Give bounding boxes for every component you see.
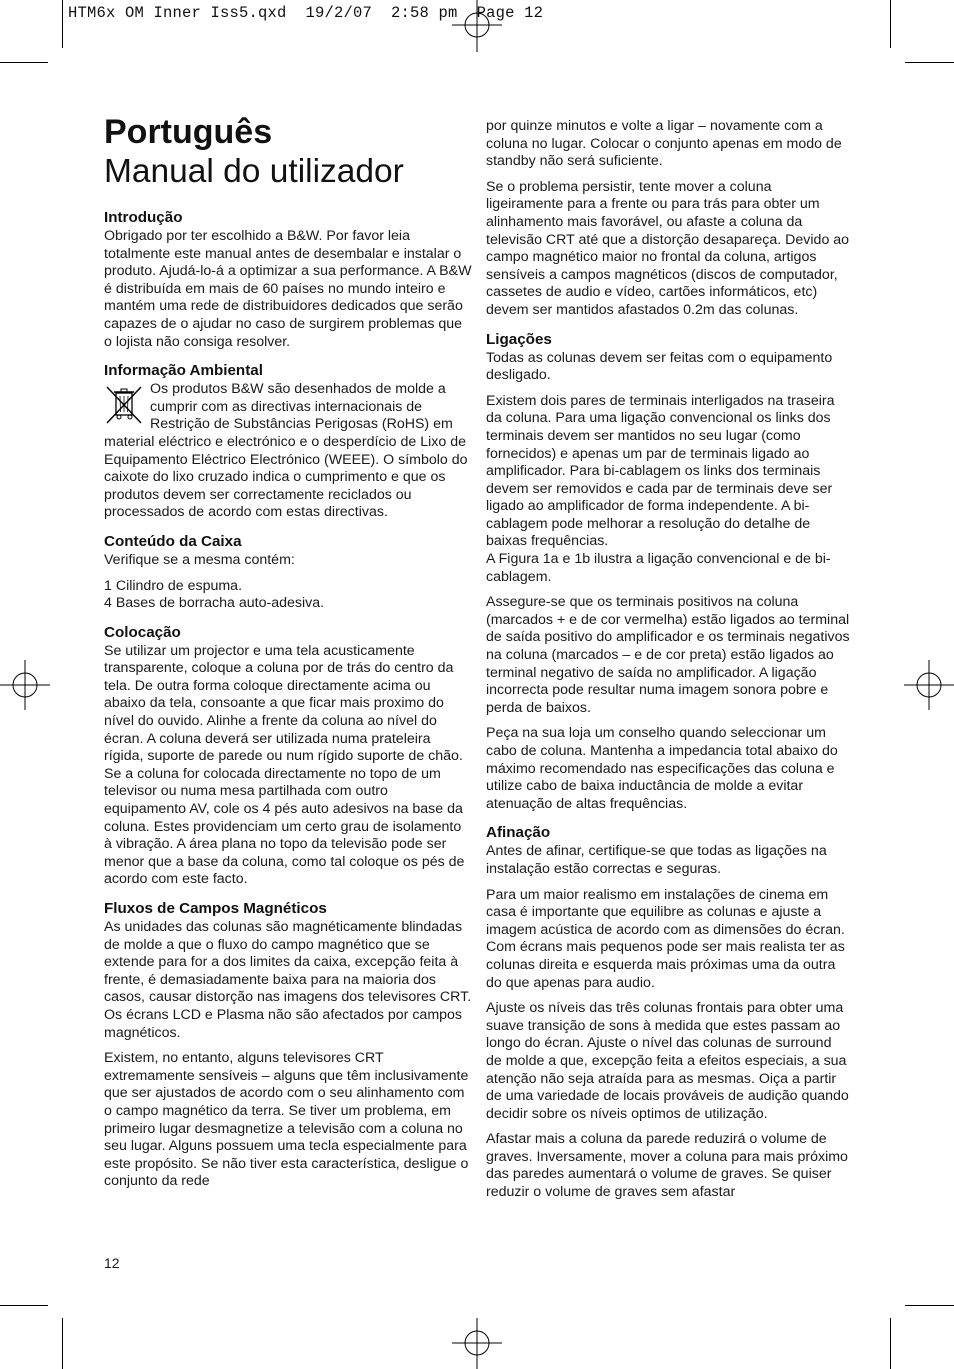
section-heading: Ligações bbox=[486, 330, 552, 348]
section-introducao bbox=[104, 208, 472, 351]
right-column bbox=[486, 118, 850, 1212]
paragraph: Existem, no entanto, alguns televisores CRT extremamente sensíveis – alguns que têm inclusivamente que ser ajustados de acordo com o seu alinhamento com o campo magnético da terra. Se tiver um problema, em primeiro lugar desmagnetize a televisão com a coluna no seu lugar. Alguns possuem uma tecla especialmente para este propósito. Se não tiver esta característica, desligue o conjunto da rede bbox=[104, 1050, 469, 1190]
section-heading: Fluxos de Campos Magnéticos bbox=[104, 900, 327, 917]
paragraph: por quinze minutos e volte a ligar – novamente com a coluna no lugar. Colocar o conjunto apenas em modo de standby não será suficiente. bbox=[486, 118, 842, 170]
paragraph: Existem dois pares de terminais interligados na traseira da coluna. Para uma ligação convencional os links dos terminais devem ser mantidos no seu lugar (como fornecidos) e apenas um par de terminais ligado ao amplificador. Para bi-cablagem os links dos terminais devem ser removidos e cada par de terminais deve ser ligado ao amplificador de forma independente. A bi-cablagem pode melhorar a resolução do detalhe de baixas frequências. bbox=[486, 392, 835, 550]
page-number: 12 bbox=[104, 1255, 120, 1271]
section-colocacao bbox=[104, 623, 472, 889]
crop-mark bbox=[62, 1318, 63, 1369]
crop-mark bbox=[905, 62, 954, 63]
crossed-out-wheelie-bin-icon bbox=[104, 383, 144, 427]
list-item: 1 Cilindro de espuma. bbox=[104, 577, 243, 594]
crop-mark bbox=[890, 0, 891, 48]
section-heading: Colocação bbox=[104, 623, 181, 641]
paragraph: Peça na sua loja um conselho quando seleccionar um cabo de coluna. Mantenha a impedancia total abaixo do máximo recomendado nas especificações das coluna e utilize cabo de baixa inductância de molde a evitar atenuação de altas frequências. bbox=[486, 725, 838, 812]
registration-mark-icon bbox=[452, 0, 502, 52]
paragraph: A Figura 1a e 1b ilustra a ligação convencional e de bi-cablagem. bbox=[486, 551, 831, 585]
section-fluxos-campos-magneticos bbox=[104, 899, 472, 1191]
paragraph: Se o problema persistir, tente mover a coluna ligeiramente para a frente ou para trás para obter um alinhamento mais favorável, ou afaste a coluna da televisão CRT até que a distorção desapareça. Devido ao campo magnético maior no frontal da coluna, artigos sensíveis a campos magnéticos (discos de computador, cassetes de audio e vídeo, cartões informáticos, etc) devem ser mantidos afastados 0.2m das colunas. bbox=[486, 178, 850, 318]
section-heading: Afinação bbox=[486, 824, 551, 842]
paragraph: Afastar mais a coluna da parede reduzirá o volume de graves. Inversamente, mover a coluna para mais próximo das paredes aumentará o volume de graves. Se quiser reduzir o volume de graves sem afastar bbox=[486, 1131, 848, 1201]
paragraph: Para um maior realismo em instalações de cinema em casa é importante que equilibre as colunas e ajuste a imagem acústica de acordo com as dimensões do écran. Com écrans mais pequenos pode ser mais realista ter as colunas direita e esquerda mais próximas uma da outra do que apenas para audio. bbox=[486, 886, 845, 991]
crop-mark bbox=[890, 1318, 891, 1369]
section-heading: Informação Ambiental bbox=[104, 362, 263, 380]
paragraph: Assegure-se que os terminais positivos na coluna (marcados + e de cor vermelha) estão ligados ao terminal de saída positivo do amplificador e os terminais negativos na coluna (marcados – e de cor preta) estão ligados ao terminal negativo de saída no amplificador. A ligação incorrecta pode resultar numa imagem sonora pobre e perda de baixos. bbox=[486, 594, 850, 716]
registration-mark-icon bbox=[0, 660, 50, 710]
paragraph: Antes de afinar, certifique-se que todas as ligações na instalação estão correctas e seguras. bbox=[486, 843, 827, 877]
page-subtitle: Manual do utilizador bbox=[104, 153, 404, 190]
section-continuation bbox=[486, 118, 850, 320]
paragraph: Ajuste os níveis das três colunas frontais para obter uma suave transição de sons à medida que estes passam ao longo do écran. Ajuste o nível das colunas de surround de molde a que, excepção feita a efeitos especiais, a sua atenção não seja atraída para as mesmas. Oiça a partir de uma variedade de locais prováveis de audição quando decidir sobre os níveis optimos de utilização. bbox=[486, 1000, 849, 1122]
paragraph: Verifique se a mesma contém: bbox=[104, 551, 295, 568]
section-afinacao bbox=[486, 823, 850, 1201]
crop-mark bbox=[0, 62, 48, 63]
section-heading: Conteúdo da Caixa bbox=[104, 532, 242, 550]
crop-mark bbox=[0, 1305, 48, 1306]
section-informacao-ambiental bbox=[104, 361, 472, 522]
page-title: Português bbox=[104, 113, 273, 151]
section-ligacoes bbox=[486, 330, 850, 814]
section-heading: Introdução bbox=[104, 209, 183, 226]
list-item: 4 Bases de borracha auto-adesiva. bbox=[104, 595, 325, 612]
printer-slug: HTM6x OM Inner Iss5.qxd 19/2/07 2:58 pm Page 12 bbox=[68, 4, 544, 22]
paragraph: Todas as colunas devem ser feitas com o equipamento desligado. bbox=[486, 349, 833, 384]
registration-mark-icon bbox=[904, 660, 954, 710]
left-column bbox=[104, 208, 472, 1201]
paragraph: As unidades das colunas são magnéticamente blindadas de molde a que o fluxo do campo magnético que se extende para for a dos limites da caixa, excepção feita à frente, é demasiadamente baixa para na maioria dos casos, causar distorção nas imagens dos televisores CRT. Os écrans LCD e Plasma não são afectados por campos magnéticos. bbox=[104, 919, 472, 1041]
crop-mark bbox=[62, 0, 63, 48]
paragraph: Obrigado por ter escolhido a B&W. Por favor leia totalmente este manual antes de desembalar e instalar o produto. Ajudá-lo-á a optimizar a sua performance. A B&W é distribuída em mais de 60 países no mundo inteiro e mantém uma rede de distribuidores dedicados que serão capazes de o ajudar no caso de surgirem problemas que o lojista não consiga resolver. bbox=[104, 228, 472, 350]
paragraph: Os produtos B&W são desenhados de molde a cumprir com as directivas internacionais de Restrição de Substâncias Perigosas (RoHS) em material eléctrico e electrónico e o desperdício de Lixo de Equipamento Eléctrico Electrónico (WEEE). O símbolo do caixote do lixo cruzado indica o cumprimento e que os produtos devem ser correctamente reciclados ou processados de acordo com estas directivas. bbox=[104, 381, 468, 521]
crop-mark bbox=[905, 1305, 954, 1306]
paragraph: Se utilizar um projector e uma tela acusticamente transparente, coloque a coluna por de trás do centro da tela. De outra forma coloque directamente acima ou abaixo da tela, consoante a que ficar mais proximo do nível do ouvido. Alinhe a frente da coluna ao nível do écran. A coluna deverá ser utilizada numa prateleira rígida, suporte de parede ou num rígido suporte de chão. Se a coluna for colocada directamente no topo de um televisor ou numa mesa partilhada com outro equipamento AV, cole os 4 pés auto adesivos na base da coluna. Estes providenciam um certo grau de isolamento à vibração. A área plana no topo da televisão pode ser menor que a base da coluna, como tal coloque os pés de acordo com este facto. bbox=[104, 642, 465, 888]
title-block bbox=[104, 112, 404, 192]
section-conteudo-da-caixa bbox=[104, 532, 472, 613]
registration-mark-icon bbox=[452, 1318, 502, 1369]
